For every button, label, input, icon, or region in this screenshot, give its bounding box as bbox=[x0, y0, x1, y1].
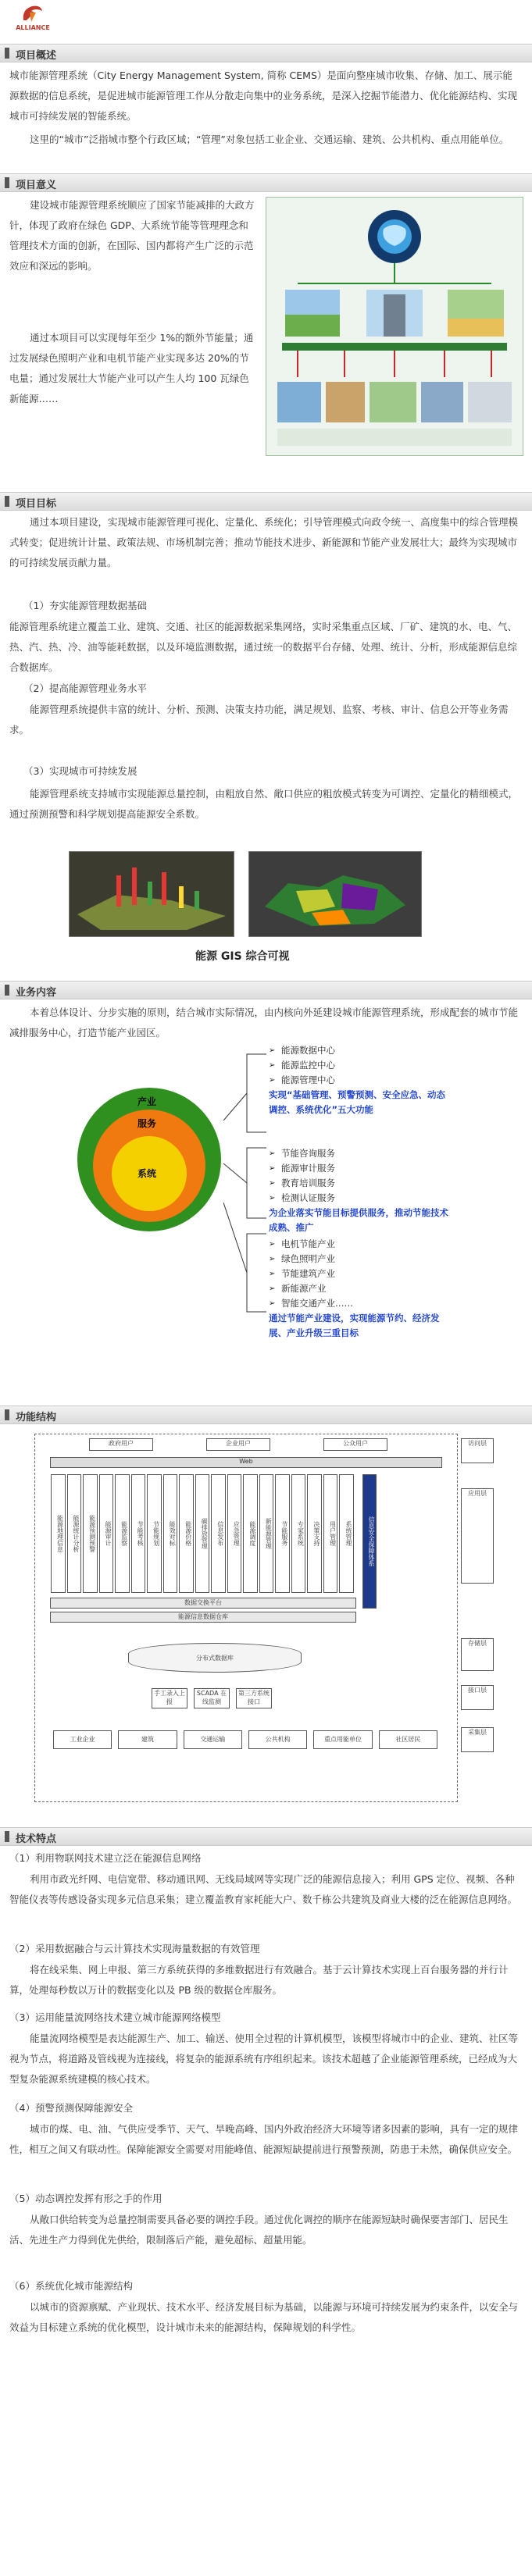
user-box: 政府用户 bbox=[89, 1438, 153, 1451]
section-header-overview bbox=[0, 44, 532, 62]
goals-intro: 通过本项目建设，实现城市能源管理可视化、定量化、系统化；引导管理模式向政令统一、高度集中的综合管理模式转变；促进统计计量、政策法规、市场机制完善；推动节能技术进步、新能源和节能产业发展壮大；最终为实现城市的可持续发展贡献力量。 bbox=[9, 516, 519, 568]
features-heading-2: （2）采用数据融合与云计算技术实现海量数据的有效管理 bbox=[9, 1943, 260, 1954]
list-item: ➢ 能源审计服务 bbox=[269, 1161, 448, 1176]
ring-diagram bbox=[75, 1085, 223, 1234]
group-note: 通过节能产业建设，实现能源节约、经济发展、产业升级三重目标 bbox=[269, 1313, 440, 1338]
group-note: 为企业落实节能目标提供服务，推动节能技术成熟、推广 bbox=[269, 1207, 448, 1233]
business-group-industry bbox=[269, 1237, 448, 1341]
layer-label: 访问层 bbox=[461, 1438, 494, 1463]
layer-label: 采集层 bbox=[461, 1727, 494, 1752]
db-label: 分布式数据库 bbox=[196, 1655, 234, 1662]
app-modules bbox=[50, 1474, 355, 1591]
list-item: ➢ 教育培训服务 bbox=[269, 1176, 448, 1191]
user-box: 企业用户 bbox=[206, 1438, 270, 1451]
features-heading-1: （1）利用物联网技术建立泛在能源信息网络 bbox=[9, 1852, 202, 1864]
list-item: ➢ 节能咨询服务 bbox=[269, 1146, 448, 1161]
app-module: 能源预测预警 bbox=[83, 1474, 98, 1593]
app-module: 能源调度 bbox=[243, 1474, 258, 1593]
app-module: 节能服务 bbox=[275, 1474, 290, 1593]
collect-box: 建筑 bbox=[118, 1730, 177, 1749]
business-group-system bbox=[269, 1043, 448, 1117]
energy-network-image bbox=[266, 198, 523, 455]
layer-label: 接口层 bbox=[461, 1685, 494, 1710]
group-note: 实现“基础管理、预警预测、安全应急、动态调控、系统优化”五大功能 bbox=[269, 1089, 446, 1115]
features-paragraph-6: 以城市的资源禀赋、产业现状、技术水平、经济发展目标为基础，以能源与环境可持续发展为约束条件，以安全与效益为目标建立系统的优化模型，设计城市未来的能源结构，保障规划的科学性。 bbox=[9, 2301, 519, 2333]
section-header-business bbox=[0, 981, 532, 999]
section-title: 业务内容 bbox=[16, 987, 57, 999]
section-title: 项目目标 bbox=[16, 498, 57, 510]
layer-label: 应用层 bbox=[461, 1488, 494, 1584]
overview-paragraph-2: 这里的“城市”泛指城市整个行政区域；“管理”对象包括工业企业、交通运输、建筑、公共机构、重点用能单位。 bbox=[30, 134, 509, 145]
iface-box: SCADA 在线监测 bbox=[194, 1688, 230, 1708]
list-item: ➢ 能源监控中心 bbox=[269, 1058, 448, 1073]
list-item: ➢ 检测认证服务 bbox=[269, 1191, 448, 1206]
exchange-bar: 数据交换平台 bbox=[50, 1598, 356, 1609]
section-header-features bbox=[0, 1827, 532, 1846]
ring-middle-label: 服务 bbox=[137, 1118, 157, 1129]
collect-box: 交通运输 bbox=[184, 1730, 242, 1749]
list-item: ➢ 新能源产业 bbox=[269, 1281, 448, 1296]
function-architecture-diagram bbox=[34, 1434, 498, 1808]
app-module: 信息发布 bbox=[211, 1474, 226, 1593]
features-heading-3: （3）运用能量流网络技术建立城市能源网络模型 bbox=[9, 2011, 221, 2023]
list-item: ➢ 能源数据中心 bbox=[269, 1043, 448, 1058]
app-module: 能源监察 bbox=[115, 1474, 130, 1593]
significance-paragraph-2: 通过本项目可以实现每年至少 1%的额外节能量；通过发展绿色照明产业和电机节能产业实现多达 20%的节电量；通过发展壮大节能产业可以产生人均 100 瓦绿色新能源…… bbox=[9, 332, 254, 404]
goals-paragraph-1: 能源管理系统建立覆盖工业、建筑、交通、社区的能源数据采集网络，实时采集重点区域、厂矿、建筑的水、电、气、热、汽、热、冷、油等能耗数据，以及环境监测数据，通过统一的数据平台存储、处理、统计、分析，形成能源信息综合数据库。 bbox=[9, 621, 518, 673]
features-paragraph-3: 能量流网络模型是表达能源生产、加工、输送、使用全过程的计算机模型，该模型将城市中的企业、建筑、社区等视为节点，将道路及管线视为连接线，将复杂的能源系统有序组织起来。该技术超越了企业能源管理系统，已经成为大型复杂能源系统建模的核心技术。 bbox=[9, 2033, 519, 2085]
section-title: 技术特点 bbox=[16, 1833, 57, 1845]
significance-paragraph-1: 建设城市能源管理系统顺应了国家节能减排的大政方针，体现了政府在绿色 GDP、大系统节能等管理理念和管理技术方面的创新，在国际、国内都将产生广泛的示范效应和深远的影响。 bbox=[9, 199, 255, 272]
gis-region-map bbox=[248, 851, 422, 937]
list-item: ➢ 绿色照明产业 bbox=[269, 1252, 448, 1267]
list-item: ➢ 能源管理中心 bbox=[269, 1073, 448, 1088]
lightning-logo-icon bbox=[20, 3, 44, 23]
layer-label: 存储层 bbox=[461, 1638, 494, 1671]
app-module: 能源审计 bbox=[99, 1474, 114, 1593]
app-module: 节能考核 bbox=[131, 1474, 146, 1593]
section-title: 项目意义 bbox=[16, 180, 57, 191]
app-module: 能效对标 bbox=[163, 1474, 178, 1593]
section-header-functions bbox=[0, 1406, 532, 1424]
app-module: 节能规划 bbox=[147, 1474, 162, 1593]
collect-box: 工业企业 bbox=[53, 1730, 112, 1749]
iface-box: 手工录入上报 bbox=[152, 1688, 187, 1708]
collect-row bbox=[50, 1730, 441, 1749]
app-module: 能源地理信息 bbox=[51, 1474, 66, 1593]
iface-box: 第三方系统接口 bbox=[236, 1688, 272, 1708]
overview-paragraph-1: 城市能源管理系统（City Energy Management System, 简称 CEMS）是面向整座城市收集、存储、加工、展示能源数据的信息系统，是促进城市能源管理工作从分散走向集中的业务系统，是深入挖掘节能潜力、优化能源结构、实现城市可持续发展的智能系统。 bbox=[9, 69, 518, 122]
section-title: 功能结构 bbox=[16, 1412, 57, 1423]
app-module: 碳排放管理 bbox=[195, 1474, 210, 1593]
business-intro: 本着总体设计、分步实施的原则，结合城市实际情况，由内核向外延建设城市能源管理系统，形成配套的城市节能减排服务中心，打造节能产业园区。 bbox=[9, 1007, 519, 1039]
features-paragraph-1: 利用市政光纤网、电信宽带、移动通讯网、无线局域网等实现广泛的能源信息接入；利用 GPS 定位、视频、各种智能仪表等传感设备实现多元信息采集；建立覆盖教育家耗能大户、数千栋公共建筑及商业大楼的泛在能源信息网络。 bbox=[9, 1873, 518, 1905]
logo bbox=[9, 3, 56, 34]
web-bar: Web bbox=[50, 1457, 442, 1468]
list-item: ➢ 节能建筑产业 bbox=[269, 1267, 448, 1281]
gis-3d-bar-map bbox=[69, 851, 234, 937]
section-title: 项目概述 bbox=[16, 50, 57, 62]
business-group-service bbox=[269, 1146, 448, 1235]
app-module: 能源价格 bbox=[179, 1474, 194, 1593]
gis-caption: 能源 GIS 综合可视 bbox=[195, 950, 290, 963]
goals-paragraph-2: 能源管理系统提供丰富的统计、分析、预测、决策支持功能，满足规划、监察、考核、审计、信息公开等业务需求。 bbox=[9, 704, 509, 736]
section-header-significance bbox=[0, 173, 532, 192]
goals-heading-1: （1）夯实能源管理数据基础 bbox=[23, 600, 147, 611]
list-item: ➢ 电机节能产业 bbox=[269, 1237, 448, 1252]
ring-inner-label: 系统 bbox=[137, 1168, 157, 1179]
security-bar: 信息安全保障体系 bbox=[362, 1474, 377, 1609]
user-box: 公众用户 bbox=[323, 1438, 387, 1451]
goals-paragraph-3: 能源管理系统支持城市实现能源总量控制，由粗放自然、敞口供应的粗放模式转变为可调控、定量化的精细模式，通过预测预警和科学规划提高能源安全系数。 bbox=[9, 788, 519, 820]
warehouse-bar: 能源信息数据仓库 bbox=[50, 1612, 356, 1623]
app-module: 专家系统 bbox=[291, 1474, 306, 1593]
goals-heading-2: （2）提高能源管理业务水平 bbox=[23, 682, 147, 694]
collect-box: 重点用能单位 bbox=[313, 1730, 372, 1749]
smart-energy-illustration bbox=[266, 197, 523, 456]
features-paragraph-4: 城市的煤、电、油、气供应受季节、天气、旱晚高峰、国内外政治经济大环境等诸多因素的影响，具有一定的规律性，相互之间又有联动性。保障能源安全需要对用能峰值、能源短缺提前进行预警预测，防患于未然，确保供应安全。 bbox=[9, 2123, 519, 2155]
goals-heading-3: （3）实现城市可持续发展 bbox=[23, 765, 137, 777]
logo-text: ALLIANCE bbox=[16, 24, 50, 31]
app-module: 新能源管理 bbox=[259, 1474, 274, 1593]
features-paragraph-2: 将在线采集、网上申报、第三方系统获得的多维数据进行有效融合。基于云计算技术实现上百台服务器的并行计算，处理每秒数以万计的数据变化以及 PB 级的数据仓库服务。 bbox=[9, 1964, 509, 1996]
features-heading-4: （4）预警预测保障能源安全 bbox=[9, 2102, 133, 2114]
app-module: 决策支持 bbox=[307, 1474, 322, 1593]
app-module: 系统管理 bbox=[339, 1474, 354, 1593]
app-module: 应急管理 bbox=[227, 1474, 242, 1593]
collect-box: 社区居民 bbox=[379, 1730, 437, 1749]
ring-outer-label: 产业 bbox=[137, 1096, 157, 1107]
app-module: 用户管理 bbox=[323, 1474, 338, 1593]
features-heading-5: （5）动态调控发挥有形之手的作用 bbox=[9, 2193, 162, 2204]
list-item: ➢ 智能交通产业…… bbox=[269, 1296, 448, 1311]
features-heading-6: （6）系统优化城市能源结构 bbox=[9, 2280, 133, 2292]
collect-box: 公共机构 bbox=[248, 1730, 307, 1749]
brace-connectors bbox=[223, 1046, 270, 1320]
section-header-goals bbox=[0, 492, 532, 511]
features-paragraph-5: 从敞口供给转变为总量控制需要具备必要的调控手段。通过优化调控的顺序在能源短缺时确保要害部门、居民生活、先进生产力得到优先供给，限制落后产能，避免超标、超量用能。 bbox=[9, 2214, 509, 2246]
app-module: 能源统计分析 bbox=[67, 1474, 82, 1593]
db-cylinder bbox=[128, 1643, 302, 1673]
